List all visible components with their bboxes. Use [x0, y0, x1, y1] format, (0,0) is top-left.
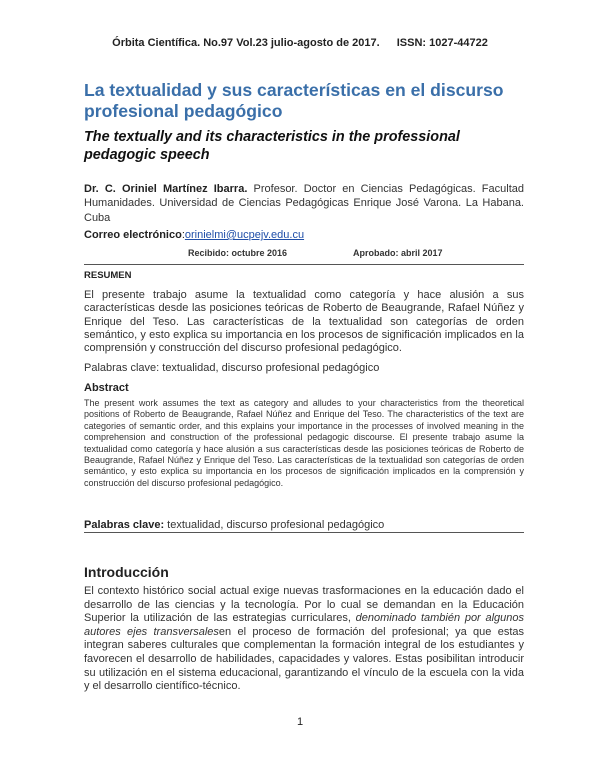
title-english	[84, 128, 524, 164]
issn: ISSN: 1027-44722	[396, 37, 488, 49]
abstract-keywords	[84, 519, 524, 531]
abstract-keywords-label: Palabras clave:	[84, 519, 165, 531]
author-affiliation: Profesor. Doctor en Ciencias Pedagógicas. Facultad Humanidades. Universidad de Ciencias Pedagógicas Enrique José Varona. La Habana. Cuba	[84, 183, 524, 224]
introduccion-text-part-2: en el proceso de formación del profesional; ya que estas integran saberes culturales que complementan la formación integral de los estudiantes y favorecen el desarrollo de habilidades, capacidades y valores. Estas posibilitan introducir su utilización en el sistema educacional, garantizando el vínculo de la escuela con la vida y el desarrollo científico-técnico.	[84, 625, 525, 693]
journal-citation: Órbita Científica. No.97 Vol.23 julio-agosto de 2017.	[112, 37, 380, 49]
resumen-heading: RESUMEN	[84, 270, 132, 281]
email-separator: :	[181, 229, 185, 241]
resumen-text: El presente trabajo asume la textualidad como categoría y hace alusión a sus características desde las posiciones teóricas de Roberto de Beaugrande, Rafael Núñez y Enrique del Teso. Las características de la textualidad son categorías de orden semántico, y esto explica su importancia en los procesos de significación implicados en la comprensión y construcción del discurso profesional pedagógico.	[84, 289, 524, 355]
email-label: Correo electrónico	[84, 229, 182, 241]
author-block	[84, 182, 524, 225]
title-english-line-1: The textually and its characteristics in the professional	[84, 129, 460, 145]
abstract-keywords-text: textualidad, discurso profesional pedagógico	[164, 519, 385, 531]
title-english-line-2: pedagogic speech	[84, 147, 210, 163]
divider-top	[84, 264, 524, 265]
page-number: 1	[296, 716, 304, 728]
abstract-heading: Abstract	[84, 382, 129, 394]
email-link[interactable]: orinielmi@ucpejv.edu.cu	[184, 229, 305, 241]
introduccion-text-part-1: El contexto histórico social actual exige nuevas trasformaciones en la educación dado el desarrollo de las ciencias y la tecnología. Por lo cual se demandan en la Educación Superior la utilización de las estrategias curriculares,	[84, 585, 524, 625]
author-name: Dr. C. Oriniel Martínez Ibarra.	[84, 183, 248, 195]
email-line	[84, 229, 304, 241]
introduccion-heading: Introducción	[84, 564, 169, 580]
divider-bottom	[84, 532, 524, 533]
title-spanish: La textualidad y sus características en el discurso profesional pedagógico	[84, 80, 504, 121]
abstract-text: The present work assumes the text as category and alludes to your characteristics from the theoretical positions of Roberto de Beaugrande, Rafael Núñez and Enrique del Teso. The characteristics of the text are categories of semantic order, and this explains your importance in the processes of involved meaning in the comprehension and construction of the professional pedagogic discourse. El presente trabajo asume la textualidad como categoría y hace alusión a sus características desde las posiciones teóricas de Roberto de Beaugrande, Rafael Núñez y Enrique del Teso. Las características de la textualidad son categorías de orden semántico, y esto explica su importancia en los procesos de significación implicados en la comprensión y construcción del discurso profesional pedagógico.	[84, 398, 524, 488]
introduccion-text-italic: denominado también por algunos autores ejes transversales	[84, 612, 524, 638]
resumen-keywords: Palabras clave: textualidad, discurso profesional pedagógico	[84, 362, 380, 374]
introduccion-text	[84, 585, 524, 694]
received-date: Recibido: octubre 2016	[188, 248, 288, 258]
approved-date: Aprobado: abril 2017	[353, 248, 443, 258]
running-header	[0, 37, 600, 49]
